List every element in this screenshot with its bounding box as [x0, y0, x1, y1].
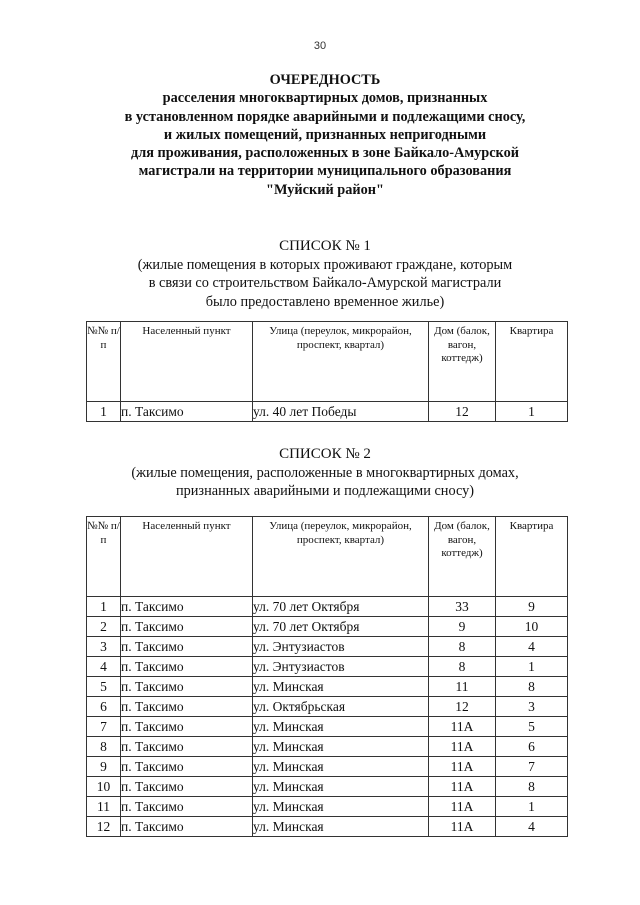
page-number: 30 — [313, 40, 327, 52]
header-num: №№ п/п — [87, 517, 121, 597]
cell-house: 9 — [429, 617, 496, 637]
header-settlement: Населенный пункт — [121, 322, 253, 402]
cell-num: 1 — [87, 597, 121, 617]
cell-num: 11 — [87, 797, 121, 817]
cell-street: ул. Минская — [253, 717, 429, 737]
list1-heading — [60, 237, 590, 311]
cell-house: 11А — [429, 797, 496, 817]
cell-house: 12 — [429, 402, 496, 422]
header-settlement: Населенный пункт — [121, 517, 253, 597]
table-row — [87, 597, 568, 617]
header-num: №№ п/п — [87, 322, 121, 402]
cell-street: ул. 70 лет Октября — [253, 617, 429, 637]
cell-flat: 8 — [496, 777, 568, 797]
cell-house: 11 — [429, 677, 496, 697]
cell-flat: 3 — [496, 697, 568, 717]
list1-description-line: в связи со строительством Байкало-Амурской магистрали — [148, 275, 502, 291]
list2-heading — [60, 445, 590, 501]
table-row — [87, 617, 568, 637]
cell-street: ул. Минская — [253, 797, 429, 817]
cell-settlement: п. Таксимо — [121, 697, 253, 717]
cell-settlement: п. Таксимо — [121, 597, 253, 617]
header-street: Улица (переулок, микрорайон, проспект, квартал) — [253, 517, 429, 597]
cell-house: 11А — [429, 737, 496, 757]
table-header-row — [87, 322, 568, 402]
cell-street: ул. Минская — [253, 777, 429, 797]
cell-num: 6 — [87, 697, 121, 717]
cell-flat: 4 — [496, 817, 568, 837]
cell-settlement: п. Таксимо — [121, 777, 253, 797]
cell-house: 8 — [429, 657, 496, 677]
cell-street: ул. Энтузиастов — [253, 637, 429, 657]
cell-settlement: п. Таксимо — [121, 817, 253, 837]
cell-flat: 1 — [496, 797, 568, 817]
cell-street: ул. Минская — [253, 737, 429, 757]
cell-house: 33 — [429, 597, 496, 617]
cell-flat: 5 — [496, 717, 568, 737]
list2-description-line: признанных аварийными и подлежащими сносу) — [175, 483, 475, 499]
cell-house: 11А — [429, 717, 496, 737]
list1-title: СПИСОК № 1 — [279, 238, 371, 254]
header-flat: Квартира — [496, 517, 568, 597]
title-line: магистрали на территории муниципального образования — [138, 163, 512, 180]
cell-settlement: п. Таксимо — [121, 402, 253, 422]
cell-street: ул. Минская — [253, 677, 429, 697]
cell-num: 12 — [87, 817, 121, 837]
title-line: в установленном порядке аварийными и подлежащими сносу, — [124, 108, 526, 125]
header-house: Дом (балок, вагон, коттедж) — [429, 517, 496, 597]
list2-title: СПИСОК № 2 — [279, 446, 371, 462]
cell-street: ул. 40 лет Победы — [253, 402, 429, 422]
table-row — [87, 717, 568, 737]
table-row — [87, 697, 568, 717]
table-row — [87, 657, 568, 677]
cell-settlement: п. Таксимо — [121, 717, 253, 737]
cell-house: 12 — [429, 697, 496, 717]
table-row — [87, 817, 568, 837]
cell-num: 9 — [87, 757, 121, 777]
cell-flat: 6 — [496, 737, 568, 757]
cell-street: ул. 70 лет Октября — [253, 597, 429, 617]
title-line: ОЧЕРЕДНОСТЬ — [269, 72, 381, 88]
list2-description-line: (жилые помещения, расположенные в многоквартирных домах, — [131, 464, 519, 481]
table-row — [87, 677, 568, 697]
header-flat: Квартира — [496, 322, 568, 402]
cell-flat: 7 — [496, 757, 568, 777]
cell-settlement: п. Таксимо — [121, 657, 253, 677]
title-line: расселения многоквартирных домов, признанных — [162, 90, 488, 107]
cell-num: 5 — [87, 677, 121, 697]
cell-num: 2 — [87, 617, 121, 637]
cell-num: 7 — [87, 717, 121, 737]
table-row — [87, 757, 568, 777]
header-house: Дом (балок, вагон, коттедж) — [429, 322, 496, 402]
cell-flat: 10 — [496, 617, 568, 637]
cell-settlement: п. Таксимо — [121, 797, 253, 817]
cell-num: 10 — [87, 777, 121, 797]
table-row — [87, 737, 568, 757]
title-line: и жилых помещений, признанных непригодными — [163, 126, 487, 143]
cell-house: 8 — [429, 637, 496, 657]
cell-num: 8 — [87, 737, 121, 757]
cell-street: ул. Энтузиастов — [253, 657, 429, 677]
cell-flat: 1 — [496, 657, 568, 677]
cell-house: 11А — [429, 817, 496, 837]
cell-num: 3 — [87, 637, 121, 657]
list1-description-line: было предоставлено временное жилье) — [205, 293, 445, 310]
cell-settlement: п. Таксимо — [121, 737, 253, 757]
cell-street: ул. Минская — [253, 757, 429, 777]
cell-flat: 8 — [496, 677, 568, 697]
cell-num: 4 — [87, 657, 121, 677]
document-title — [60, 71, 590, 199]
list1-description-line: (жилые помещения в которых проживают граждане, которым — [137, 256, 513, 273]
title-line: "Муйский район" — [266, 181, 384, 198]
cell-street: ул. Минская — [253, 817, 429, 837]
cell-settlement: п. Таксимо — [121, 677, 253, 697]
table-row — [87, 402, 568, 422]
list1-table — [86, 321, 568, 422]
cell-house: 11А — [429, 757, 496, 777]
header-street: Улица (переулок, микрорайон, проспект, квартал) — [253, 322, 429, 402]
title-line: для проживания, расположенных в зоне Байкало-Амурской — [131, 145, 519, 162]
list2-table — [86, 516, 568, 837]
table-header-row — [87, 517, 568, 597]
cell-num: 1 — [87, 402, 121, 422]
cell-flat: 1 — [496, 402, 568, 422]
table-row — [87, 777, 568, 797]
cell-settlement: п. Таксимо — [121, 617, 253, 637]
cell-flat: 4 — [496, 637, 568, 657]
cell-house: 11А — [429, 777, 496, 797]
cell-street: ул. Октябрьская — [253, 697, 429, 717]
cell-settlement: п. Таксимо — [121, 637, 253, 657]
cell-settlement: п. Таксимо — [121, 757, 253, 777]
cell-flat: 9 — [496, 597, 568, 617]
table-row — [87, 637, 568, 657]
table-row — [87, 797, 568, 817]
